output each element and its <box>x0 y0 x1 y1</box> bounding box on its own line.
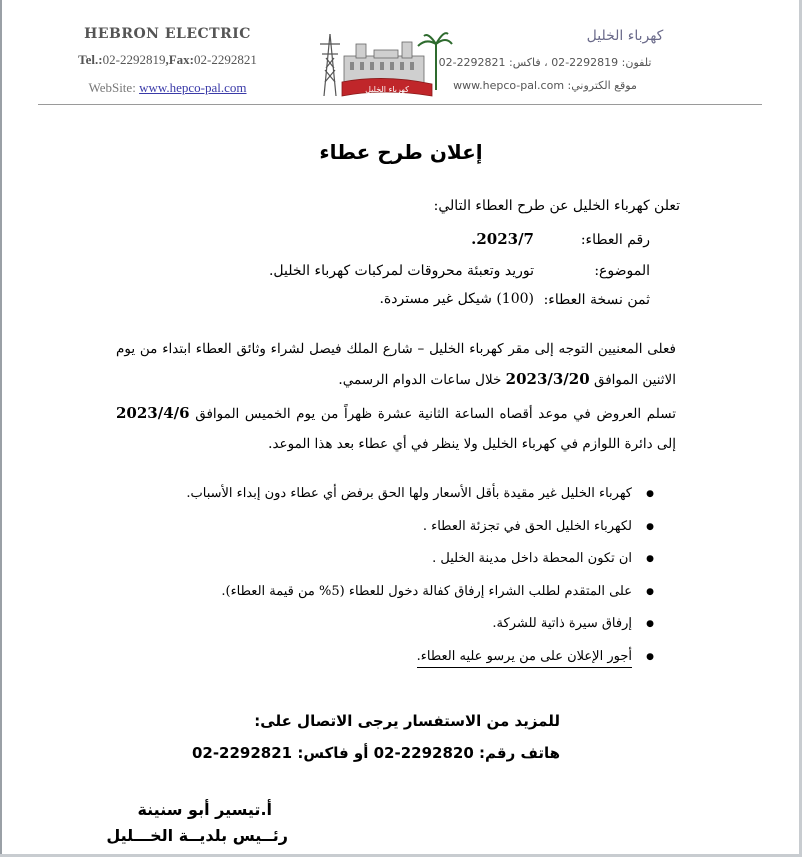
condition-text: كهرباء الخليل غير مقيدة بأقل الأسعار ولها الحق برفض أي عطاء دون إبداء الأسباب. <box>186 486 632 501</box>
company-website-english <box>60 80 275 96</box>
condition-item <box>186 511 654 544</box>
intro-text: تعلن كهرباء الخليل عن طرح العطاء التالي: <box>433 198 680 214</box>
company-name-english: HEBRON ELECTRIC <box>84 26 251 42</box>
header-divider <box>38 104 762 105</box>
condition-item <box>186 576 654 609</box>
signature-name: أ.تيسير أبو سنينة <box>137 800 272 819</box>
condition-text: إرفاق سيرة ذاتية للشركة. <box>492 616 632 631</box>
fax-label: ,Fax: <box>165 52 194 67</box>
condition-item <box>186 478 654 511</box>
condition-text: لكهرباء الخليل الحق في تجزئة العطاء . <box>422 518 632 534</box>
condition-item <box>186 543 654 576</box>
condition-item <box>186 641 654 674</box>
logo-banner-text: كهرباء الخليل <box>365 85 409 94</box>
purchase-date: 2023/3/20 <box>505 370 590 388</box>
letterhead-english <box>60 26 275 96</box>
submission-date: 2023/4/6 <box>116 404 190 422</box>
tender-price-label: ثمن نسخة العطاء: <box>543 292 650 308</box>
fax-value: 02-2292821 <box>193 52 257 67</box>
tel-value: 02-2292819 <box>102 52 166 67</box>
tender-price-value: (100) شيكل غير مستردة. <box>379 291 534 307</box>
company-phone-english <box>60 52 275 68</box>
condition-text: ان تكون المحطة داخل مدينة الخليل . <box>432 551 632 566</box>
contact-heading: للمزيد من الاستفسار يرجى الاتصال على: <box>254 712 560 730</box>
purchase-paragraph <box>116 334 676 395</box>
tender-subject-value: توريد وتعبئة محروقات لمركبات كهرباء الخليل. <box>268 263 534 279</box>
condition-item <box>186 608 654 641</box>
company-name-arabic: كهرباء الخليل <box>586 28 664 44</box>
purchase-text: فعلى المعنيين التوجه إلى مقر كهرباء الخليل – شارع الملك فيصل لشراء وثائق العطاء ابتداء من يوم الاثنين الموافق <box>116 341 676 388</box>
company-phone-arabic: تلفون: 2292819-02 ، فاكس: 2292821-02 <box>438 56 652 69</box>
purchase-tail: خلال ساعات الدوام الرسمي. <box>338 372 502 388</box>
website-label: WebSite: <box>88 80 140 95</box>
window-left-border <box>0 0 2 857</box>
contact-numbers: هاتف رقم: 2292820-02 أو فاكس: 2292821-02 <box>191 744 560 762</box>
company-website-arabic: موقع الكتروني: www.hepco-pal.com <box>453 79 637 92</box>
conditions-list <box>186 478 654 673</box>
submission-text: تسلم العروض في موعد أقصاه الساعة الثانية عشرة ظهراً من يوم الخميس الموافق <box>195 406 676 422</box>
submission-paragraph <box>116 398 676 459</box>
condition-text: أجور الإعلان على من يرسو عليه العطاء. <box>417 649 632 668</box>
document-title: إعلان طرح عطاء <box>319 140 483 164</box>
tender-subject-label: الموضوع: <box>594 263 650 279</box>
condition-text: على المتقدم لطلب الشراء إرفاق كفالة دخول للعطاء (5% من قيمة العطاء). <box>221 583 632 599</box>
tender-number-label: رقم العطاء: <box>580 232 650 248</box>
letterhead-arabic <box>420 28 670 92</box>
submission-tail: إلى دائرة اللوازم في كهرباء الخليل ولا ينظر في أي عطاء بعد هذا الموعد. <box>268 436 676 452</box>
signature-title: رئــيس بلديــة الخـــليل <box>106 826 288 845</box>
tel-label: Tel.: <box>78 52 103 67</box>
tender-number-value: 2023/7. <box>471 230 534 248</box>
website-link[interactable]: www.hepco-pal.com <box>139 80 247 95</box>
